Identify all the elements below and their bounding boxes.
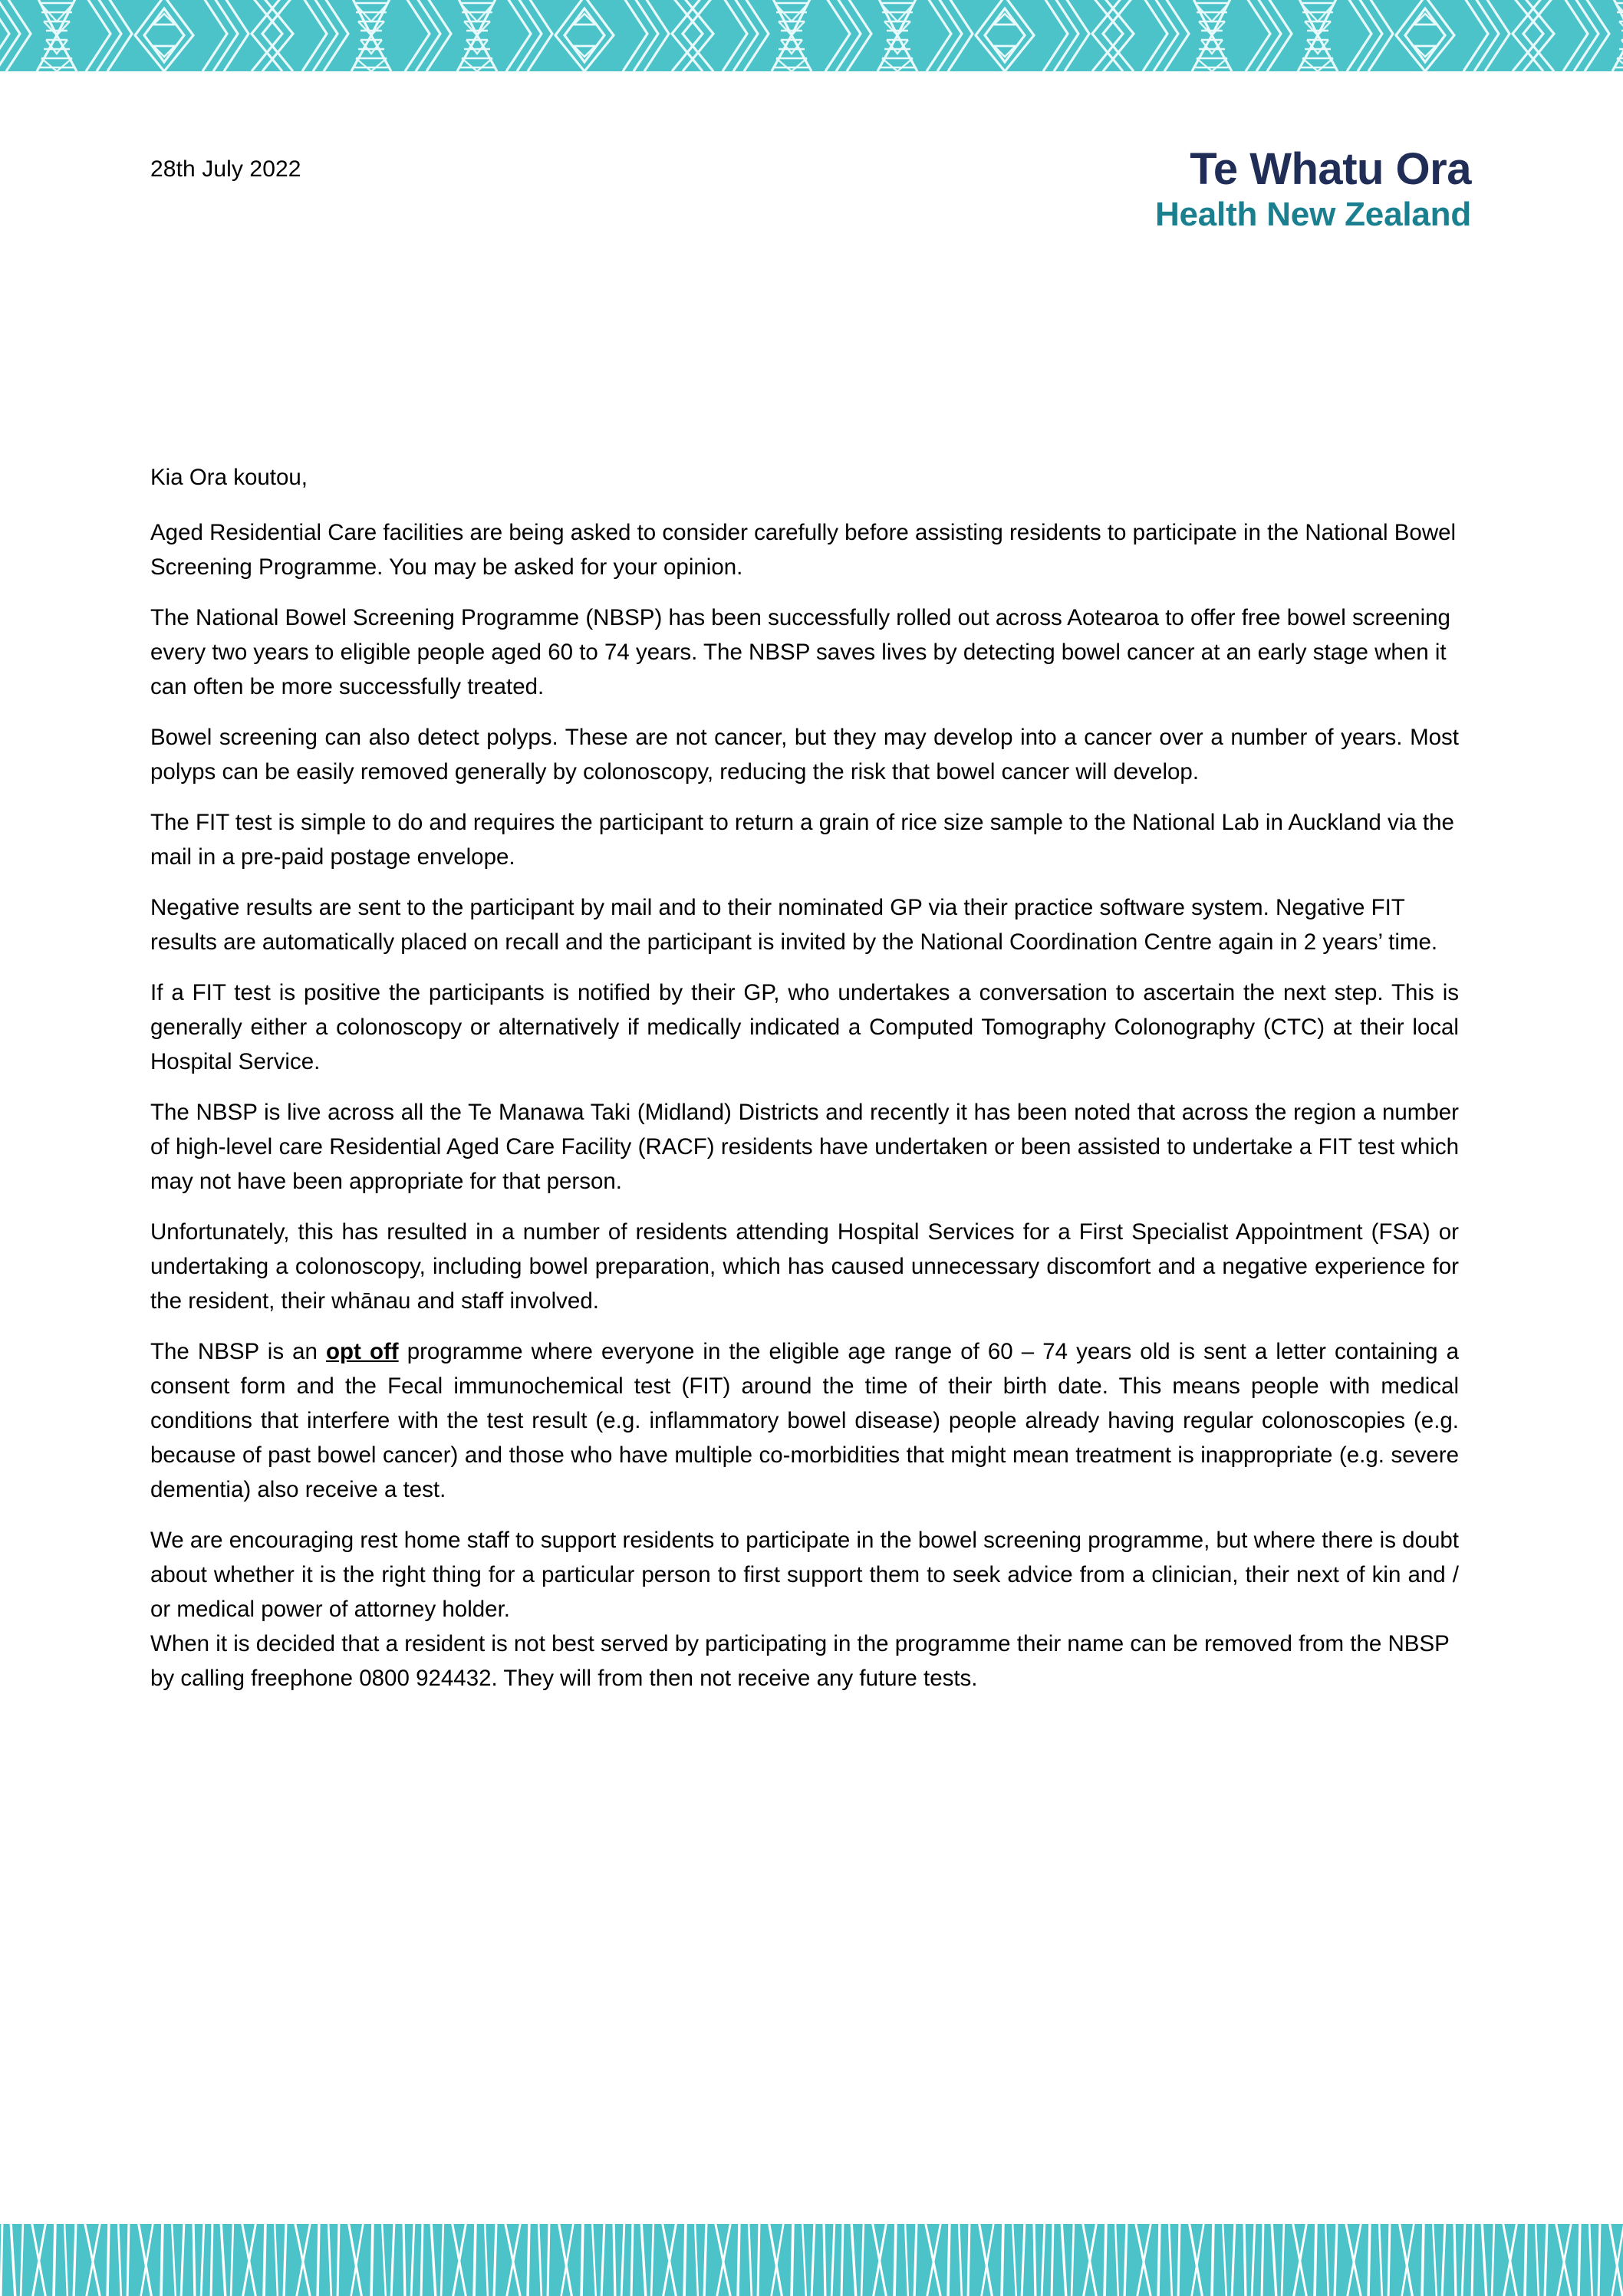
- paragraph-9: [150, 1334, 1459, 1507]
- letter-date: 28th July 2022: [150, 156, 301, 182]
- logo-primary-text: Te Whatu Ora: [1190, 144, 1471, 194]
- logo-secondary-text: Health New Zealand: [1154, 196, 1471, 233]
- paragraph-11: When it is decided that a resident is not best served by participating in the programme their name can be removed from the NBSP by calling freephone 0800 924432. They will from then not receive any future tests.: [150, 1631, 1450, 1691]
- paragraph-9-lead-text: The NBSP is an: [150, 1339, 327, 1364]
- salutation: Kia Ora koutou,: [150, 465, 308, 490]
- opt-off-emphasis: opt off: [326, 1339, 399, 1364]
- paragraph-1: Aged Residential Care facilities are being asked to consider carefully before assisting residents to participate in the National Bowel Screening Programme. You may be asked for your opinion.: [150, 520, 1457, 580]
- paragraph-3: Bowel screening can also detect polyps. These are not cancer, but they may develop into a cancer over a number of years. Most polyps can be easily removed generally by colonoscopy, reducing the risk that bowel cancer will develop.: [150, 725, 1459, 785]
- paragraph-8: Unfortunately, this has resulted in a number of residents attending Hospital Services for a First Specialist Appointment (FSA) or undertaking a colonoscopy, including bowel preparation, which has caused unnecessary discomfort and a negative experience for the resident, their whānau and staff involved.: [150, 1219, 1459, 1314]
- paragraph-4: The FIT test is simple to do and requires the participant to return a grain of rice size sample to the National Lab in Auckland via the mail in a pre-paid postage envelope.: [150, 810, 1454, 870]
- letter-body: [150, 460, 1459, 1712]
- te-whatu-ora-logo: [1154, 144, 1471, 233]
- paragraph-6: If a FIT test is positive the participants is notified by their GP, who undertakes a conversation to ascertain the next step. This is generally either a colonoscopy or alternatively if medically indicated a Computed Tomography Colonography (CTC) at their local Hospital Service.: [150, 980, 1459, 1074]
- paragraph-10: We are encouraging rest home staff to support residents to participate in the bowel screening programme, but where there is doubt about whether it is the right thing for a particular person to first support them to seek advice from a clinician, their next of kin and / or medical power of attorney holder.: [150, 1528, 1459, 1622]
- paragraph-7: The NBSP is live across all the Te Manawa Taki (Midland) Districts and recently it has been noted that across the region a number of high-level care Residential Aged Care Facility (RACF) residents have undertaken or been assisted to undertake a FIT test which may not have been appropriate for that person.: [150, 1100, 1459, 1194]
- paragraph-9-trailing-text: programme where everyone in the eligible age range of 60 – 74 years old is sent a letter containing a consent form and the Fecal immunochemical test (FIT) around the time of their birth date. This means people with medical conditions that interfere with the test result (e.g. inflammatory bowel disease) people already having regular colonoscopies (e.g. because of past bowel cancer) and those who have multiple co-morbidities that might mean treatment is inappropriate (e.g. severe dementia) also receive a test.: [150, 1339, 1459, 1502]
- footer-decorative-band: [0, 2224, 1623, 2296]
- paragraph-5: Negative results are sent to the participant by mail and to their nominated GP via their practice software system. Negative FIT results are automatically placed on recall and the participant is invited by the National Coordination Centre again in 2 years’ time.: [150, 895, 1438, 955]
- paragraph-2: The National Bowel Screening Programme (NBSP) has been successfully rolled out across Aotearoa to offer free bowel screening every two years to eligible people aged 60 to 74 years. The NBSP saves lives by detecting bowel cancer at an early stage when it can often be more successfully treated.: [150, 605, 1450, 699]
